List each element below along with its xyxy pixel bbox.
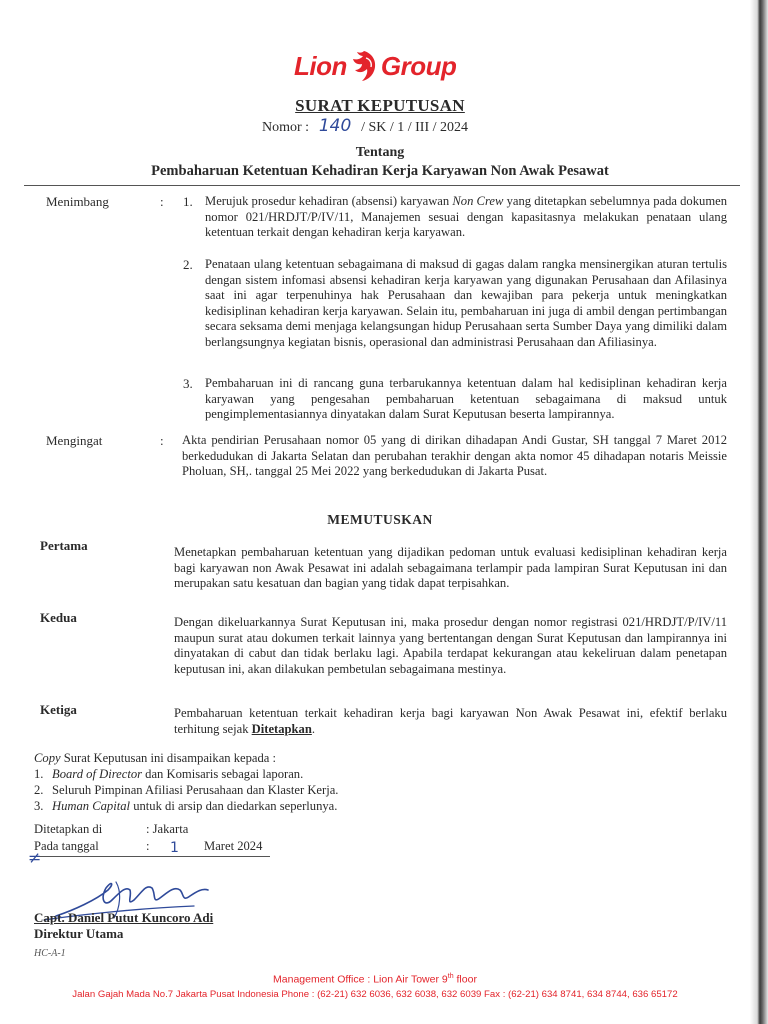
menimbang-item-3: Pembaharuan ini di rancang guna terbarukannya ketentuan dalam hal kedisiplinan kehadiran kerja karyawan yang pengesahan pembaharuan ketentuan sebagaimana di maksud untuk pengimplementasiannya dinyatakan dalam Surat Keputusan beserta lampirannya. bbox=[205, 376, 727, 422]
nomor-label: Nomor : bbox=[262, 120, 310, 135]
list-item bbox=[34, 782, 338, 798]
signature-divider bbox=[32, 856, 270, 857]
ditetapkan-value: : Jakarta bbox=[146, 822, 189, 836]
document-number bbox=[262, 116, 468, 136]
kedua-text: Dengan dikeluarkannya Surat Keputusan ini, maka prosedur dengan nomor registrasi 021/HRDJT/P/IV/11 maupun surat atau dokumen terkait lainnya yang bertentangan dengan Surat Keputusan dan lampirannya ini dinyatakan di cabut dan tidak berlaku lagi. Apabila terdapat kekurangan atau kekeliruan dalam penetapan keputusan ini, akan dilakukan pembetulan sebagaimana mestinya. bbox=[174, 615, 727, 676]
ketiga-label: Ketiga bbox=[40, 702, 77, 717]
footer-office bbox=[0, 973, 750, 986]
pertama-text: Menetapkan pembaharuan ketentuan yang dijadikan pedoman untuk evaluasi kedisiplinan kehadiran kerja bagi karyawan non Awak Pesawat ini adalah sebagaimana terlampir pada lampiran Surat Keputusan ini dan merupakan satu kesatuan dan bagian yang tidak dapat terpisahkan. bbox=[174, 545, 727, 591]
menimbang-item-1-part1: Merujuk prosedur kehadiran (absensi) karyawan bbox=[205, 194, 450, 208]
logo-text-right: Group bbox=[380, 50, 457, 81]
company-logo bbox=[294, 46, 494, 86]
copy-item-1-italic: Board of Director bbox=[52, 767, 143, 781]
ditetapkan-label: Ditetapkan di bbox=[34, 822, 103, 836]
menimbang-item-2: Penataan ulang ketentuan sebagaimana di maksud di gagas dalam rangka mensinergikan aturan tertulis dengan sistem infomasi absensi kehadiran kerja karyawan yang digunakan Perusahaan dan Afilasinya saat ini agar terpenuhinya hak Perusahaan dan kewajiban para pekerja untuk meningkatkan kedisiplinan kehadiran kerja karyawan. Selain itu, pembaharuan ini juga di ambil dengan pertimbangan secara seksama demi menjaga kelangsungan hidup Perusahaan serta Sumber Daya yang dimiliki dalam berlangsungnya kegiatan bisnis, operasional dan administrasi Perusahaan dan Afiliasinya. bbox=[205, 257, 727, 349]
mengingat-text: Akta pendirian Perusahaan nomor 05 yang di dirikan dihadapan Andi Gustar, SH tanggal 7 Maret 2012 berkedudukan di Jakarta Selatan dan perubahan terakhir dengan akta nomor 45 dihadapan notaris Meissie Pholuan, SH,. tanggal 25 Mei 2022 yang berkedudukan di Jakarta Pusat. bbox=[182, 433, 727, 479]
copy-intro-rest: Surat Keputusan ini disampaikan kepada : bbox=[63, 751, 277, 765]
mengingat-label: Mengingat bbox=[46, 433, 103, 448]
signer-title: Direktur Utama bbox=[34, 926, 124, 941]
menimbang-item-1-num: 1. bbox=[183, 194, 193, 209]
copy-item-3-italic: Human Capital bbox=[52, 799, 131, 813]
menimbang-label: Menimbang bbox=[46, 194, 109, 209]
mengingat-colon: : bbox=[160, 433, 164, 448]
menimbang-item-3-num: 3. bbox=[183, 376, 193, 391]
copy-item-2-num: 2. bbox=[34, 783, 44, 797]
copy-intro-italic: Copy bbox=[34, 751, 61, 765]
header-divider bbox=[24, 185, 740, 186]
footer-address: Jalan Gajah Mada No.7 Jakarta Pusat Indonesia Phone : (62-21) 632 6036, 632 6038, 632 6039 Fax : (62-21) 634 8741, 634 8744, 636 65172 bbox=[72, 989, 678, 1000]
ketiga-ditetapkan: Ditetapkan bbox=[251, 721, 312, 736]
copy-item-1-num: 1. bbox=[34, 767, 44, 781]
menimbang-item-1 bbox=[205, 194, 727, 241]
document-subject: Pembaharuan Ketentuan Kehadiran Kerja Karyawan Non Awak Pesawat bbox=[151, 163, 609, 179]
list-item bbox=[34, 766, 338, 782]
memutuskan-heading: MEMUTUSKAN bbox=[327, 512, 433, 527]
ketiga-text bbox=[174, 706, 727, 737]
menimbang-item-2-num: 2. bbox=[183, 257, 193, 272]
copy-item-3-num: 3. bbox=[34, 799, 44, 813]
copy-distribution bbox=[34, 750, 338, 814]
document-code: HC-A-1 bbox=[34, 948, 66, 959]
lion-head-icon bbox=[349, 49, 379, 83]
pada-tanggal-value: Maret 2024 bbox=[204, 839, 263, 853]
copy-intro bbox=[34, 750, 338, 766]
nomor-suffix: / SK / 1 / III / 2024 bbox=[361, 120, 469, 135]
document-title: SURAT KEPUTUSAN bbox=[295, 96, 465, 115]
nomor-handwritten: 140 bbox=[318, 116, 352, 136]
logo-text-left: Lion bbox=[294, 50, 347, 81]
footer-office-text: Management Office : Lion Air Tower 9 bbox=[273, 973, 448, 986]
handwritten-mark: ≠ bbox=[28, 848, 42, 867]
copy-item-2-rest: Seluruh Pimpinan Afiliasi Perusahaan dan Klaster Kerja. bbox=[52, 783, 339, 797]
tentang-heading: Tentang bbox=[355, 145, 405, 160]
pertama-label: Pertama bbox=[40, 538, 88, 553]
pada-tanggal-handwritten: 1 bbox=[170, 840, 179, 856]
copy-item-3-rest: untuk di arsip dan diedarkan seperlunya. bbox=[133, 799, 338, 813]
menimbang-item-1-italic: Non Crew bbox=[452, 194, 504, 208]
footer-office-after: floor bbox=[456, 973, 477, 986]
ketiga-text-after: . bbox=[311, 721, 315, 736]
kedua-label: Kedua bbox=[40, 610, 77, 625]
menimbang-colon: : bbox=[160, 194, 164, 209]
pada-tanggal-colon: : bbox=[146, 839, 150, 853]
pada-tanggal-label: Pada tanggal bbox=[34, 839, 99, 853]
footer-office-sup: th bbox=[447, 973, 454, 980]
list-item bbox=[34, 798, 338, 814]
signer-name: Capt. Daniel Putut Kuncoro Adi bbox=[34, 910, 214, 925]
menimbang-item-1-part2: yang ditetapkan sebelumnya pada dokumen nomor 021/HRDJT/P/IV/11, Manajemen sesuai dengan kapasitasnya melakukan penataan ulang ketentuan terkait dengan kehadiran kerja karyawan. bbox=[205, 194, 728, 240]
copy-item-1-rest: dan Komisaris sebagai laporan. bbox=[145, 767, 304, 781]
ketiga-text-before: Pembaharuan ketentuan terkait kehadiran kerja bagi karyawan Non Awak Pesawat ini, efektif berlaku terhitung sejak bbox=[174, 706, 727, 736]
